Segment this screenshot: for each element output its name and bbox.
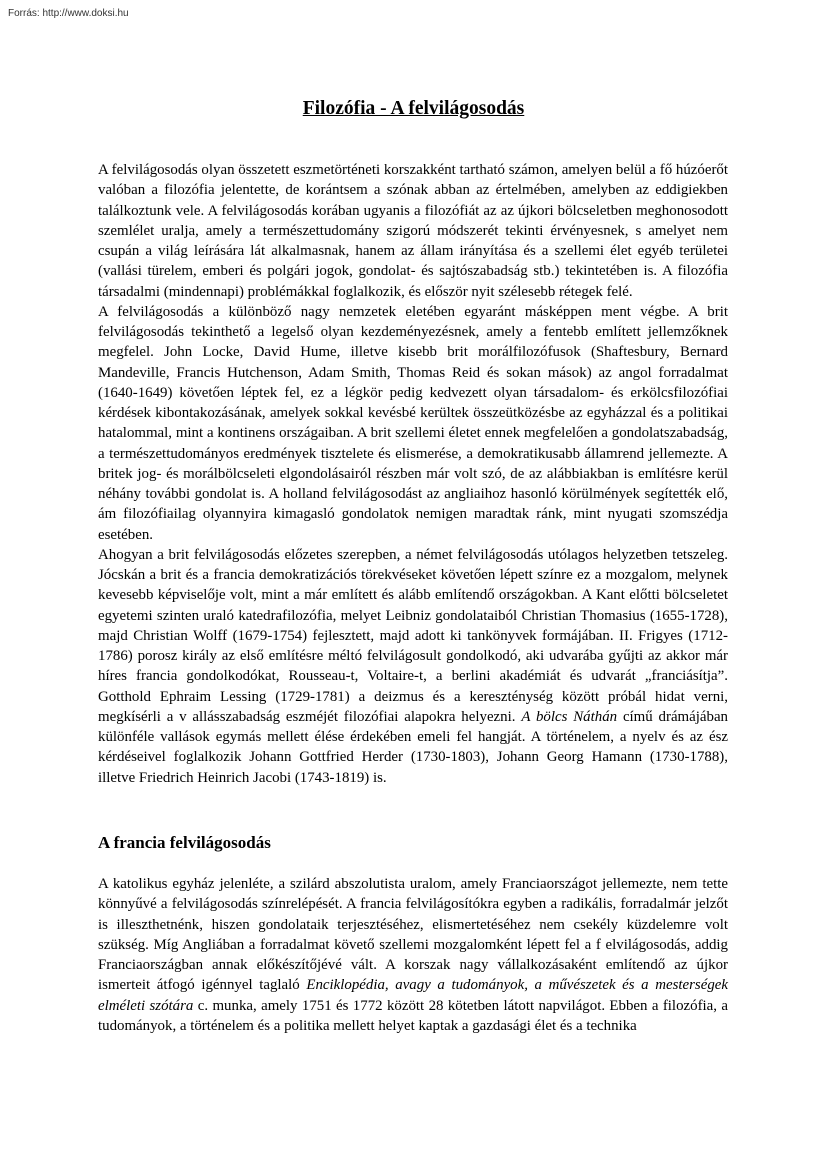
text-french: A katolikus egyház jelenléte, a szilárd abszolutista uralom, amely Franciaországot jellemezte, nem tette könnyűvé a felvilágosodás színrelépését. A francia felvilágosítókra egyben a radikális, forradalmár jelzőt is illeszthetnénk, hiszen gondolataik terjesztéséhez, elismertetéséhez nem csekély küzdelemre volt szükség. Míg Angliában a forradalmat követő szellemi mozgalomként lépett fel a f elvilágosodás, addig Franciaországban annak előkészítőjévé vált. A korszak nagy vállalkozásaként említendő az újkor ismerteit átfogó igénnyel taglaló [98,876,728,994]
text-german-end: című drámájában különféle vallások egymás mellett élése érdekében emeli fel hangját. A történelem, a nyelv és az ész kérdéseivel foglalkozik Johann Gottfried Herder (1730-1803), Johann Georg Hamann (1730-1788), illetve Friedrich Heinrich Jacobi (1743-1819) is. [98,708,728,786]
paragraph-french [98,874,728,1036]
text-german: Ahogyan a brit felvilágosodás előzetes szerepben, a német felvilágosodás utólagos helyzetben tetszeleg. Jócskán a brit és a francia demokratizációs törekvéseket követően lépett színre ez a mozgalom, melynek kevesebb képviselője volt, mint a már említett és alább említendő országokban. A Kant előtti bölcseletet egyetemi szinten uraló katedrafilozófia, melyet Leibniz gondolataiból Christian Thomasius (1655-1728), majd Christian Wolff (1679-1754) fejlesztett, majd adott ki tankönyvek formájában. II. Frigyes (1712-1786) porosz király az első említésre méltó felvilágosult gondolkodó, aki udvarába gyűjti az akkor már híres francia gondolkodókat, Rousseau-t, Voltaire-t, a berlini akadémiát és udvarát „franciásítja”. Gotthold Ephraim Lessing (1729-1781) a deizmus és a kereszténység között próbál hidat verni, megkísérli a v allásszabadság eszméjét filozófiai alapokra helyezni. [98,546,728,725]
text-french-end: c. munka, amely 1751 és 1772 között 28 kötetben látott napvilágot. Ebben a filozófia, a tudományok, a történelem és a politika mellett helyet kaptak a gazdasági élet és a technika [98,997,728,1034]
section-heading-french: A francia felvilágosodás [98,833,271,852]
page-title: Filozófia - A felvilágosodás [302,98,525,119]
italic-work-title: A bölcs Náthán [521,708,618,725]
section-french [98,874,728,1036]
italic-encyclopedia-title: Enciklopédia, avagy a tudományok, a művészetek és a mesterségek elméleti szótára [98,977,728,1014]
paragraph-german [98,545,728,788]
paragraph-intro: A felvilágosodás olyan összetett eszmetörténeti korszakként tartható számon, amelyen belül a fő húzóerőt valóban a filozófia jelentette, de korántsem a szónak abban az értelmében, amelyben az eddigiekben találkoztunk vele. A felvilágosodás korában ugyanis a filozófiát az az újkori bölcseletben meghonosodott szemlélet uralja, amely a természettudomány szigorú módszerét tekinti érvényesnek, s amelyet nem csupán a világ leírására lát alkalmasnak, hanem az állam irányítása és a szellemi élet egyéb területei (vallási türelem, emberi és polgári jogok, gondolat- és sajtószabadság stb.) tekintetében is. A filozófia társadalmi (mindennapi) problémákkal foglalkozik, és először nyit szélesebb rétegek felé. [98,162,728,300]
section-intro [98,160,728,788]
paragraph-british: A felvilágosodás a különböző nagy nemzetek eletében egyaránt másképpen ment végbe. A brit felvilágosodás tekinthető a legelső olyan kezdeményezésnek, amely a fentebb említett jellemzőknek megfelel. John Locke, David Hume, illetve kisebb brit morálfilozófusok (Shaftesbury, Bernard Mandeville, Francis Hutchenson, Adam Smith, Thomas Reid és sokan mások) az angol forradalmat (1640-1649) követően léptek fel, ez a légkör pedig kedvezett olyan társadalom- és erkölcsfilozófiai kérdések kibontakozásának, amelyek sokkal kevésbé kerültek összeütközésbe az egyházzal és a politikai hatalommal, mint a kontinens országaiban. A brit szellemi életet ennek megfelelően a gondolatszabadság, a természettudományos eredmények tisztelete és elismerése, a demokratikusabb államrend jellemezte. A britek jog- és morálbölcseleti elgondolásairól részben már volt szó, de az alábbiakban is említésre kerül néhány további gondolat is. A holland felvilágosodást az angliaihoz hasonló körülmények segítették elő, ám filozófiailag olyannyira kimagasló gondolatok nemigen maradtak ránk, mint nyugati szomszédja esetében. [98,303,728,543]
source-url: Forrás: http://www.doksi.hu [8,8,129,19]
